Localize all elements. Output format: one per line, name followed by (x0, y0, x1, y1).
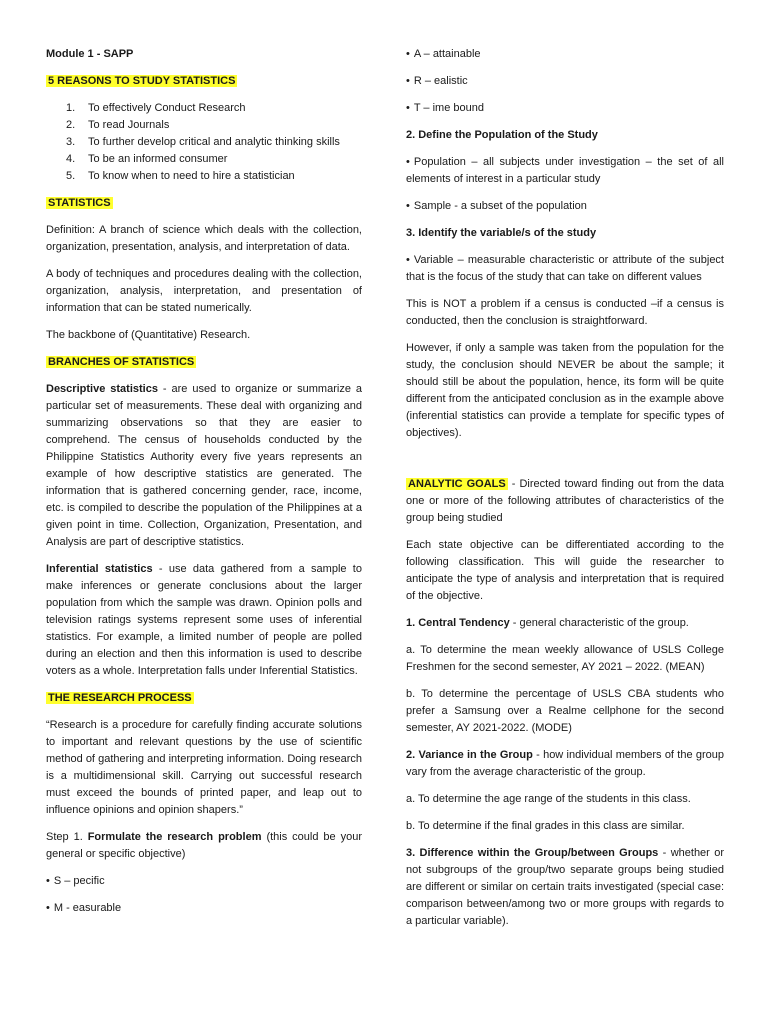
central-tendency-b: b. To determine the percentage of USLS CBA students who prefer a Samsung over a Realme cellphone for the second semester, AY 2021-2022. (MODE) (406, 688, 724, 734)
descriptive-paragraph: Descriptive statistics - are used to organize or summarize a particular set of measurements. These deal with organizing and summarizing observations so that they are easier to comprehend. The census of households conducted by the Philippine Statistics Authority every five years represents an example of how descriptive statistics are generated. The information that is gathered concerning gender, race, income, etc. is compiled to describe the population of the Philippines at a given point in time. Collection, Organization, Presentation, and Analysis are part of descriptive statistics. (46, 383, 362, 548)
step1-paragraph: Step 1. Formulate the research problem (this could be your general or specific objective) (46, 831, 363, 860)
sample-note: However, if only a sample was taken from the population for the study, the conclusion should NEVER be about the sample; it should still be about the population, hence, its form will be quite different from the anticipated conclusion as in the example above (inferential statistics can provide a template for specific types of objectives). (406, 342, 724, 439)
backbone-paragraph: The backbone of (Quantitative) Research. (46, 329, 251, 341)
branches-heading: BRANCHES OF STATISTICS (48, 356, 195, 368)
techniques-paragraph: A body of techniques and procedures dealing with the collection, organization, analysis, interpretation, and presentation of information that can be stated numerically. (46, 268, 362, 314)
central-tendency-paragraph: 1. Central Tendency - general characteristic of the group. (406, 617, 689, 629)
list-item: 5. To know when to need to hire a statistician (66, 170, 295, 182)
list-item: 1. To effectively Conduct Research (66, 102, 246, 114)
module-title: Module 1 - SAPP (46, 48, 134, 60)
census-note: This is NOT a problem if a census is conducted –if a census is conducted, then the conclusion is straightforward. (406, 298, 724, 327)
sample-paragraph: • Sample - a subset of the population (406, 198, 724, 215)
definition-paragraph: Definition: A branch of science which deals with the collection, organization, presentation, analysis, and interpretation of data. (46, 224, 362, 253)
reasons-heading: 5 REASONS TO STUDY STATISTICS (48, 75, 236, 87)
statistics-heading: STATISTICS (48, 197, 111, 209)
left-column (46, 46, 362, 927)
smart-s: • S – pecific (46, 873, 362, 890)
research-quote: “Research is a procedure for carefully finding accurate solutions to important and relevant questions by the use of scientific method of gathering and interpreting information. Doing research is a multidimensional skill. Carrying out successful research must exceed the bounds of printed paper, and leap out to influence opinions and opinion shapers.” (46, 719, 362, 816)
smart-a: • A – attainable (406, 46, 724, 63)
list-item: 4. To be an informed consumer (66, 153, 228, 165)
step2-heading: 2. Define the Population of the Study (406, 129, 598, 141)
variance-a: a. To determine the age range of the students in this class. (406, 793, 691, 805)
analytic-heading: ANALYTIC GOALS (408, 478, 506, 490)
variance-paragraph: 2. Variance in the Group - how individual members of the group vary from the average characteristic of the group. (406, 749, 724, 778)
smart-t: • T – ime bound (406, 100, 724, 117)
central-tendency-a: a. To determine the mean weekly allowance of USLS College Freshmen for the second semester, AY 2021 – 2022. (MEAN) (406, 644, 724, 673)
list-item: 2. To read Journals (66, 119, 170, 131)
inferential-paragraph: Inferential statistics - use data gathered from a sample to make inferences or generate conclusions about the larger population from which the sample was drawn. Opinion polls and television ratings systems represent some uses of inferential statistics. For example, a limited number of people are polled during an election and then this information is used to describe voters as a whole. Interpretation falls under Inferential Statistics. (46, 563, 362, 677)
difference-paragraph: 3. Difference within the Group/between Groups - whether or not subgroups of the group/two separate groups being studied are different or similar on certain traits investigated (special case: comparison between/among two or more groups with regards to a particular variable). (406, 847, 724, 927)
classification-paragraph: Each state objective can be differentiated according to the following classification. This will guide the researcher to anticipate the type of analysis and interpretation that is required of the objective. (406, 539, 724, 602)
analytic-goals-paragraph: ANALYTIC GOALS - Directed toward finding out from the data one or more of the following attributes of characteristics of the group being studied (406, 478, 725, 524)
reasons-list (46, 100, 362, 185)
smart-r: • R – ealistic (406, 73, 724, 90)
list-item: 3. To further develop critical and analytic thinking skills (66, 136, 340, 148)
variance-b: b. To determine if the final grades in this class are similar. (406, 820, 685, 832)
population-paragraph: • Population – all subjects under investigation – the set of all elements of interest in a particular study (406, 154, 724, 188)
smart-m: • M - easurable (46, 900, 362, 917)
right-column (406, 46, 724, 940)
variable-paragraph: • Variable – measurable characteristic or attribute of the subject that is the focus of the study that can take on different values (406, 252, 724, 286)
step3-heading: 3. Identify the variable/s of the study (406, 227, 597, 239)
research-heading: THE RESEARCH PROCESS (48, 692, 192, 704)
